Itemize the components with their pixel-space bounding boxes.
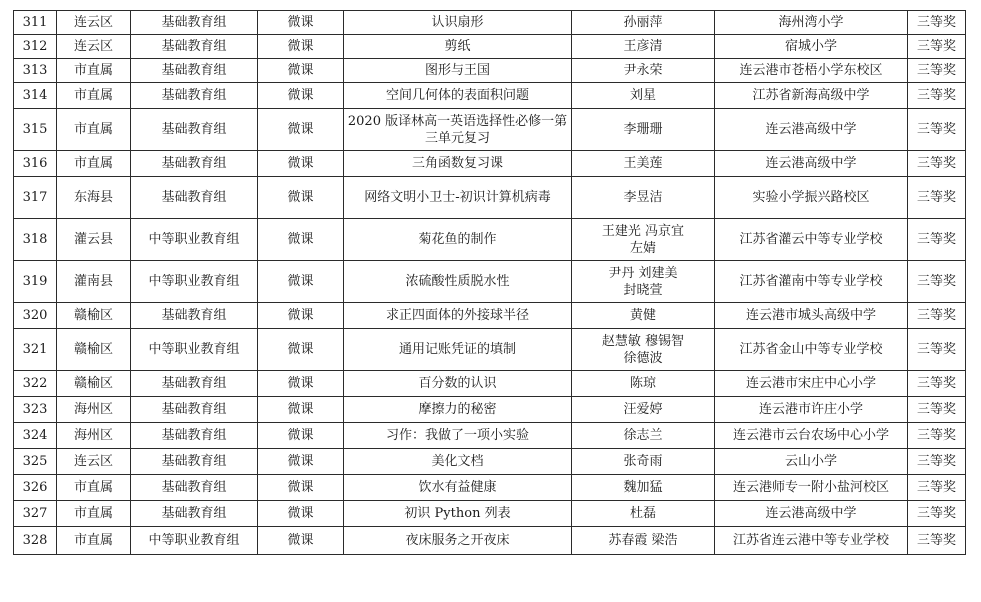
group-cell: 基础教育组 [131, 151, 258, 177]
group-cell: 基础教育组 [131, 475, 258, 501]
work-title-cell: 空间几何体的表面积问题 [344, 83, 572, 109]
row-number: 317 [14, 177, 57, 219]
award-cell: 三等奖 [908, 219, 966, 261]
table-row [14, 303, 966, 329]
school-cell: 连云港市云台农场中心小学 [715, 423, 908, 449]
award-cell: 三等奖 [908, 397, 966, 423]
table-row [14, 151, 966, 177]
table-row [14, 109, 966, 151]
table-row [14, 219, 966, 261]
row-number: 324 [14, 423, 57, 449]
group-cell: 基础教育组 [131, 59, 258, 83]
award-cell: 三等奖 [908, 261, 966, 303]
award-table-body [14, 11, 966, 555]
author-cell: 陈琼 [572, 371, 715, 397]
work-title-cell: 摩擦力的秘密 [344, 397, 572, 423]
district-cell: 东海县 [57, 177, 131, 219]
district-cell: 灌南县 [57, 261, 131, 303]
author-cell: 尹永荣 [572, 59, 715, 83]
work-type-cell: 微课 [258, 177, 344, 219]
school-cell: 连云港市许庄小学 [715, 397, 908, 423]
school-cell: 云山小学 [715, 449, 908, 475]
author-cell: 尹丹 刘建美 封晓萱 [572, 261, 715, 303]
author-cell: 刘星 [572, 83, 715, 109]
district-cell: 赣榆区 [57, 303, 131, 329]
table-row [14, 11, 966, 35]
group-cell: 基础教育组 [131, 177, 258, 219]
group-cell: 基础教育组 [131, 11, 258, 35]
author-cell: 赵慧敏 穆锡智 徐德波 [572, 329, 715, 371]
award-cell: 三等奖 [908, 177, 966, 219]
table-row [14, 397, 966, 423]
work-title-cell: 菊花鱼的制作 [344, 219, 572, 261]
district-cell: 海州区 [57, 423, 131, 449]
work-title-cell: 初识 Python 列表 [344, 501, 572, 527]
award-cell: 三等奖 [908, 83, 966, 109]
award-cell: 三等奖 [908, 109, 966, 151]
award-cell: 三等奖 [908, 423, 966, 449]
district-cell: 市直属 [57, 151, 131, 177]
table-row [14, 329, 966, 371]
school-cell: 连云港师专一附小盐河校区 [715, 475, 908, 501]
row-number: 315 [14, 109, 57, 151]
work-title-cell: 剪纸 [344, 35, 572, 59]
row-number: 325 [14, 449, 57, 475]
award-cell: 三等奖 [908, 449, 966, 475]
school-cell: 江苏省连云港中等专业学校 [715, 527, 908, 555]
table-row [14, 59, 966, 83]
work-title-cell: 浓硫酸性质脱水性 [344, 261, 572, 303]
district-cell: 市直属 [57, 527, 131, 555]
work-type-cell: 微课 [258, 35, 344, 59]
work-type-cell: 微课 [258, 151, 344, 177]
school-cell: 江苏省灌南中等专业学校 [715, 261, 908, 303]
work-title-cell: 三角函数复习课 [344, 151, 572, 177]
author-cell: 徐志兰 [572, 423, 715, 449]
row-number: 318 [14, 219, 57, 261]
award-cell: 三等奖 [908, 35, 966, 59]
district-cell: 市直属 [57, 83, 131, 109]
row-number: 312 [14, 35, 57, 59]
row-number: 327 [14, 501, 57, 527]
award-cell: 三等奖 [908, 11, 966, 35]
table-row [14, 423, 966, 449]
district-cell: 市直属 [57, 475, 131, 501]
award-cell: 三等奖 [908, 59, 966, 83]
work-type-cell: 微课 [258, 501, 344, 527]
school-cell: 江苏省灌云中等专业学校 [715, 219, 908, 261]
school-cell: 江苏省金山中等专业学校 [715, 329, 908, 371]
author-cell: 魏加猛 [572, 475, 715, 501]
row-number: 320 [14, 303, 57, 329]
row-number: 311 [14, 11, 57, 35]
school-cell: 连云港高级中学 [715, 501, 908, 527]
group-cell: 基础教育组 [131, 371, 258, 397]
work-type-cell: 微课 [258, 109, 344, 151]
group-cell: 基础教育组 [131, 423, 258, 449]
group-cell: 中等职业教育组 [131, 219, 258, 261]
award-cell: 三等奖 [908, 329, 966, 371]
row-number: 321 [14, 329, 57, 371]
district-cell: 海州区 [57, 397, 131, 423]
group-cell: 基础教育组 [131, 501, 258, 527]
school-cell: 宿城小学 [715, 35, 908, 59]
group-cell: 基础教育组 [131, 397, 258, 423]
work-type-cell: 微课 [258, 83, 344, 109]
district-cell: 市直属 [57, 59, 131, 83]
group-cell: 中等职业教育组 [131, 329, 258, 371]
work-title-cell: 夜床服务之开夜床 [344, 527, 572, 555]
award-cell: 三等奖 [908, 475, 966, 501]
work-title-cell: 习作：我做了一项小实验 [344, 423, 572, 449]
table-row [14, 475, 966, 501]
district-cell: 市直属 [57, 501, 131, 527]
table-row [14, 261, 966, 303]
school-cell: 连云港高级中学 [715, 109, 908, 151]
school-cell: 连云港高级中学 [715, 151, 908, 177]
work-type-cell: 微课 [258, 527, 344, 555]
district-cell: 赣榆区 [57, 371, 131, 397]
award-list-page [13, 10, 965, 589]
work-title-cell: 网络文明小卫士-初识计算机病毒 [344, 177, 572, 219]
table-row [14, 371, 966, 397]
school-cell: 江苏省新海高级中学 [715, 83, 908, 109]
work-type-cell: 微课 [258, 449, 344, 475]
school-cell: 连云港市苍梧小学东校区 [715, 59, 908, 83]
work-title-cell: 饮水有益健康 [344, 475, 572, 501]
work-title-cell: 百分数的认识 [344, 371, 572, 397]
author-cell: 黄健 [572, 303, 715, 329]
author-cell: 李昱洁 [572, 177, 715, 219]
author-cell: 张奇雨 [572, 449, 715, 475]
group-cell: 基础教育组 [131, 83, 258, 109]
work-type-cell: 微课 [258, 59, 344, 83]
work-title-cell: 图形与王国 [344, 59, 572, 83]
row-number: 319 [14, 261, 57, 303]
row-number: 313 [14, 59, 57, 83]
work-title-cell: 认识扇形 [344, 11, 572, 35]
author-cell: 王建光 冯京宜 左婧 [572, 219, 715, 261]
table-row [14, 449, 966, 475]
work-type-cell: 微课 [258, 261, 344, 303]
work-title-cell: 通用记账凭证的填制 [344, 329, 572, 371]
award-cell: 三等奖 [908, 527, 966, 555]
district-cell: 连云区 [57, 35, 131, 59]
work-type-cell: 微课 [258, 371, 344, 397]
work-type-cell: 微课 [258, 11, 344, 35]
school-cell: 连云港市城头高级中学 [715, 303, 908, 329]
district-cell: 灌云县 [57, 219, 131, 261]
work-type-cell: 微课 [258, 303, 344, 329]
work-type-cell: 微课 [258, 219, 344, 261]
work-title-cell: 求正四面体的外接球半径 [344, 303, 572, 329]
row-number: 322 [14, 371, 57, 397]
table-row [14, 177, 966, 219]
work-type-cell: 微课 [258, 423, 344, 449]
author-cell: 李珊珊 [572, 109, 715, 151]
table-row [14, 527, 966, 555]
table-row [14, 83, 966, 109]
author-cell: 王美莲 [572, 151, 715, 177]
work-type-cell: 微课 [258, 397, 344, 423]
school-cell: 连云港市宋庄中心小学 [715, 371, 908, 397]
author-cell: 杜磊 [572, 501, 715, 527]
row-number: 323 [14, 397, 57, 423]
award-table [13, 10, 966, 555]
award-cell: 三等奖 [908, 501, 966, 527]
school-cell: 实验小学振兴路校区 [715, 177, 908, 219]
district-cell: 连云区 [57, 449, 131, 475]
group-cell: 中等职业教育组 [131, 527, 258, 555]
table-row [14, 501, 966, 527]
award-cell: 三等奖 [908, 371, 966, 397]
group-cell: 基础教育组 [131, 303, 258, 329]
school-cell: 海州湾小学 [715, 11, 908, 35]
group-cell: 基础教育组 [131, 35, 258, 59]
table-row [14, 35, 966, 59]
work-title-cell: 2020 版译林高一英语选择性必修一第三单元复习 [344, 109, 572, 151]
author-cell: 王彦清 [572, 35, 715, 59]
row-number: 314 [14, 83, 57, 109]
work-type-cell: 微课 [258, 329, 344, 371]
work-title-cell: 美化文档 [344, 449, 572, 475]
author-cell: 苏春霞 梁浩 [572, 527, 715, 555]
district-cell: 连云区 [57, 11, 131, 35]
award-cell: 三等奖 [908, 151, 966, 177]
row-number: 316 [14, 151, 57, 177]
author-cell: 孙丽萍 [572, 11, 715, 35]
group-cell: 基础教育组 [131, 109, 258, 151]
district-cell: 赣榆区 [57, 329, 131, 371]
row-number: 328 [14, 527, 57, 555]
group-cell: 基础教育组 [131, 449, 258, 475]
award-cell: 三等奖 [908, 303, 966, 329]
group-cell: 中等职业教育组 [131, 261, 258, 303]
district-cell: 市直属 [57, 109, 131, 151]
row-number: 326 [14, 475, 57, 501]
author-cell: 汪爱婷 [572, 397, 715, 423]
work-type-cell: 微课 [258, 475, 344, 501]
